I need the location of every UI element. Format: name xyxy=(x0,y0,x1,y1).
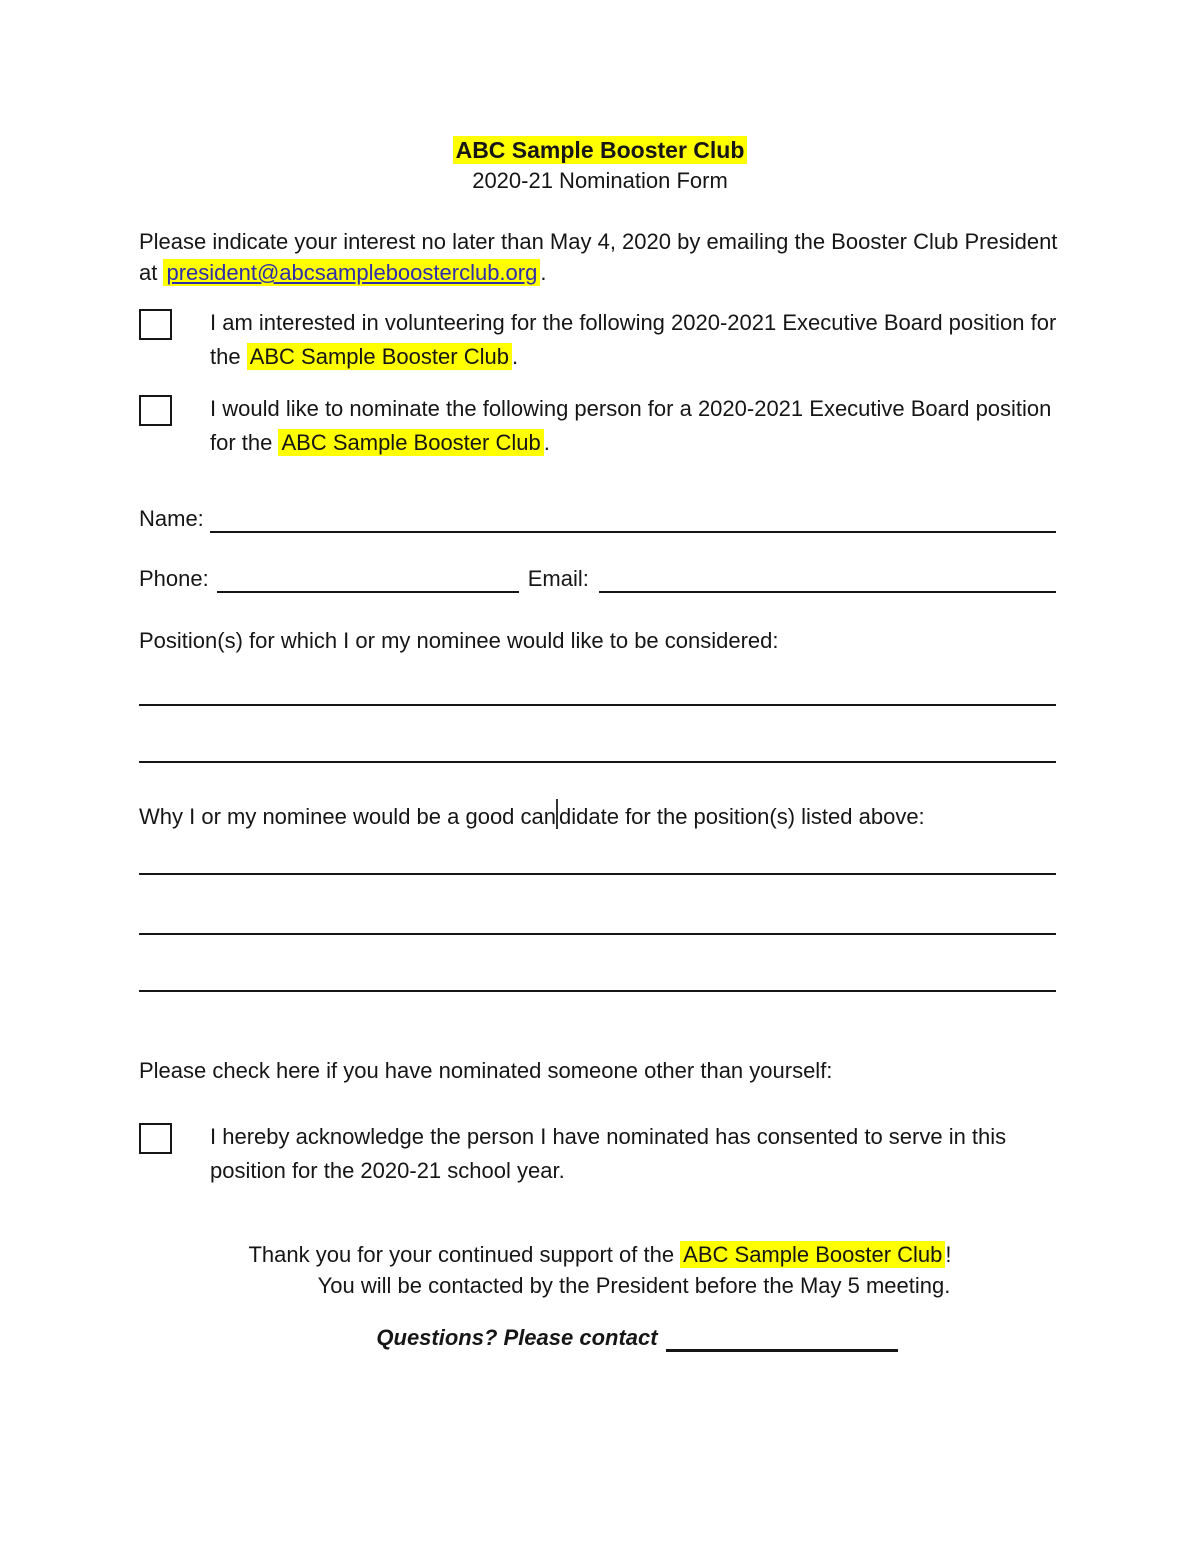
consent-row xyxy=(139,1120,1069,1188)
why-prompt xyxy=(139,799,1069,832)
thank-you-text: Thank you for your continued support of the xyxy=(248,1242,681,1267)
nominate-line-2-period: . xyxy=(543,430,550,455)
consent-line-1: I hereby acknowledge the person I have nominated has consented to serve in this xyxy=(210,1124,1007,1149)
intro-line-2-period: . xyxy=(540,260,547,285)
intro-line-2 xyxy=(139,257,1069,288)
nominate-checkbox[interactable] xyxy=(139,395,172,426)
why-answer-line-3[interactable] xyxy=(139,990,1056,992)
positions-answer-line-2[interactable] xyxy=(139,761,1056,763)
name-label: Name: xyxy=(139,506,204,531)
why-prompt-text-before: Why I or my nominee would be a good can xyxy=(139,804,557,829)
questions-row xyxy=(0,1324,1200,1352)
volunteer-option-row xyxy=(139,306,1069,374)
why-prompt-text-after: didate for the position(s) listed above: xyxy=(559,804,925,829)
questions-prompt: Questions? Please contact xyxy=(376,1325,658,1350)
name-blank-line[interactable] xyxy=(210,505,1056,533)
phone-blank-line[interactable] xyxy=(217,565,519,593)
volunteer-line-2-period: . xyxy=(511,344,519,369)
consent-statement xyxy=(210,1120,1006,1188)
form-subtitle: 2020-21 Nomination Form xyxy=(472,168,728,193)
contact-notice-text: You will be contacted by the President before the May 5 meeting. xyxy=(317,1273,951,1298)
nominate-line-2 xyxy=(210,426,1051,460)
form-title-line xyxy=(0,134,1200,166)
intro-line-2-text: at xyxy=(139,260,164,285)
form-header xyxy=(0,134,1200,196)
volunteer-statement xyxy=(210,306,1056,374)
thank-you-exclamation: ! xyxy=(945,1242,952,1267)
nominate-option-row xyxy=(139,392,1069,460)
thank-you-club-highlight: ABC Sample Booster Club xyxy=(680,1241,945,1268)
volunteer-line-2-text: the xyxy=(210,344,247,369)
intro-line-1: Please indicate your interest no later than May 4, 2020 by emailing the Booster Club President xyxy=(139,229,1058,254)
questions-line xyxy=(376,1324,897,1352)
consent-checkbox[interactable] xyxy=(139,1123,172,1154)
nominated-other-prompt: Please check here if you have nominated someone other than yourself: xyxy=(139,1058,833,1083)
form-title: ABC Sample Booster Club xyxy=(453,136,748,164)
volunteer-line-1: I am interested in volunteering for the following 2020-2021 Executive Board position for xyxy=(210,310,1057,335)
nominate-statement xyxy=(210,392,1051,460)
phone-email-field-row xyxy=(139,563,1056,593)
contact-notice-line xyxy=(0,1270,1200,1301)
email-label: Email: xyxy=(527,566,589,591)
why-answer-line-2[interactable] xyxy=(139,933,1056,935)
nominate-line-2-text: for the xyxy=(210,430,279,455)
positions-prompt: Position(s) for which I or my nominee would like to be considered: xyxy=(139,628,779,653)
closing-block xyxy=(0,1239,1200,1301)
thank-you-line xyxy=(0,1239,1200,1270)
volunteer-checkbox[interactable] xyxy=(139,309,172,340)
volunteer-club-highlight: ABC Sample Booster Club xyxy=(247,343,512,370)
positions-answer-line-1[interactable] xyxy=(139,704,1056,706)
president-email-link[interactable]: president@abcsampleboosterclub.org xyxy=(163,259,540,286)
volunteer-line-2 xyxy=(210,340,1056,374)
questions-blank-line[interactable] xyxy=(666,1326,898,1352)
why-answer-line-1[interactable] xyxy=(139,873,1056,875)
consent-line-2: position for the 2020-21 school year. xyxy=(210,1158,565,1183)
text-cursor xyxy=(556,799,558,829)
email-blank-line[interactable] xyxy=(599,565,1056,593)
nominate-line-1: I would like to nominate the following person for a 2020-2021 Executive Board position xyxy=(210,396,1052,421)
intro-paragraph xyxy=(139,226,1069,288)
name-field-row xyxy=(139,503,1056,533)
phone-label: Phone: xyxy=(139,566,209,591)
nominate-club-highlight: ABC Sample Booster Club xyxy=(278,429,543,456)
